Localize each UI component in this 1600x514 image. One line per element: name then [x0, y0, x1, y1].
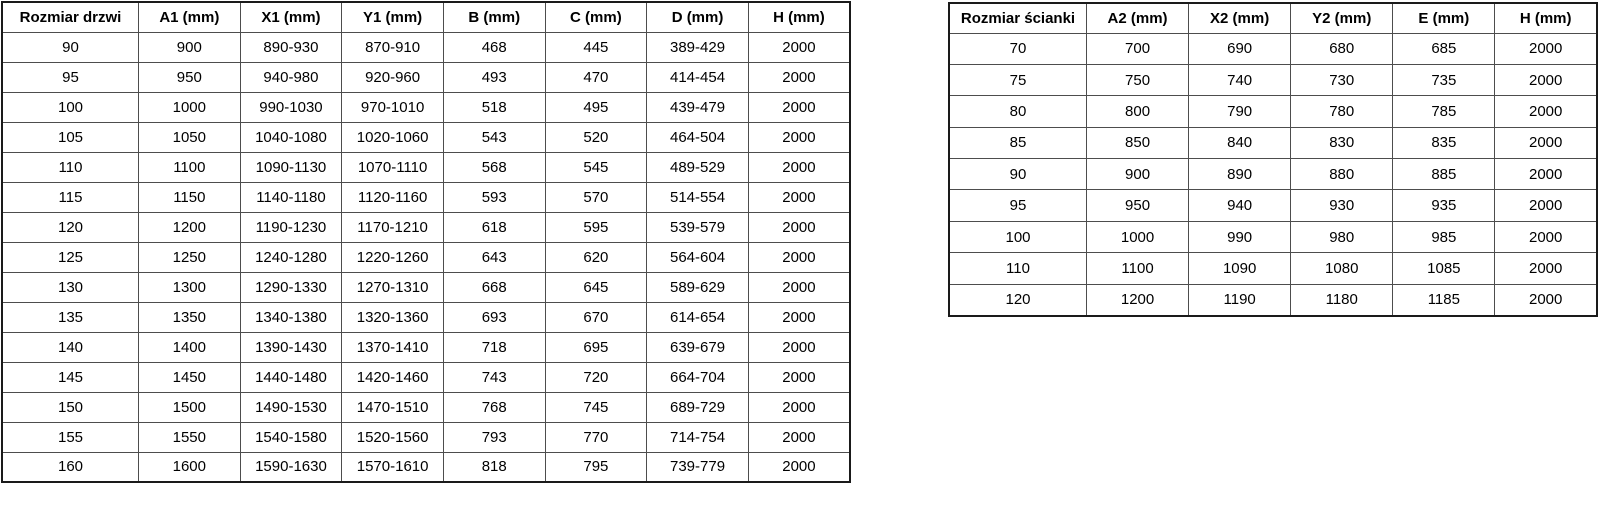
table-cell: 685	[1393, 33, 1495, 64]
table-cell: 543	[443, 122, 545, 152]
table-cell: 1570-1610	[342, 452, 444, 482]
table-cell: 2000	[748, 62, 850, 92]
table-cell: 870-910	[342, 32, 444, 62]
table-cell: 468	[443, 32, 545, 62]
wall-dimensions-table	[948, 2, 1598, 317]
table-cell: 1450	[139, 362, 241, 392]
table-cell: 135	[2, 302, 139, 332]
table-cell: 100	[949, 221, 1087, 252]
table-cell: 95	[2, 62, 139, 92]
table-cell: 493	[443, 62, 545, 92]
table-cell: 120	[2, 212, 139, 242]
table-cell: 2000	[1495, 96, 1597, 127]
table-cell: 739-779	[647, 452, 749, 482]
table-cell: 595	[545, 212, 647, 242]
table-cell: 990-1030	[240, 92, 342, 122]
column-header: Y2 (mm)	[1291, 3, 1393, 33]
table-cell: 940-980	[240, 62, 342, 92]
table-cell: 743	[443, 362, 545, 392]
table-cell: 795	[545, 452, 647, 482]
table-cell: 2000	[748, 92, 850, 122]
table-row	[2, 182, 850, 212]
table-cell: 930	[1291, 190, 1393, 221]
table-cell: 689-729	[647, 392, 749, 422]
table-cell: 1320-1360	[342, 302, 444, 332]
table-row	[949, 96, 1597, 127]
table-cell: 75	[949, 64, 1087, 95]
table-cell: 593	[443, 182, 545, 212]
table-cell: 1200	[139, 212, 241, 242]
table-cell: 1520-1560	[342, 422, 444, 452]
table-cell: 835	[1393, 127, 1495, 158]
table-cell: 389-429	[647, 32, 749, 62]
column-header: Rozmiar drzwi	[2, 2, 139, 32]
table-cell: 1500	[139, 392, 241, 422]
table-row	[949, 190, 1597, 221]
table-cell: 115	[2, 182, 139, 212]
table-cell: 95	[949, 190, 1087, 221]
table-cell: 700	[1087, 33, 1189, 64]
table-cell: 1170-1210	[342, 212, 444, 242]
table-cell: 1090	[1189, 253, 1291, 284]
column-header: B (mm)	[443, 2, 545, 32]
table-cell: 464-504	[647, 122, 749, 152]
table-cell: 130	[2, 272, 139, 302]
table-cell: 920-960	[342, 62, 444, 92]
table-row	[949, 33, 1597, 64]
table-cell: 793	[443, 422, 545, 452]
header-row	[949, 3, 1597, 33]
table-cell: 1120-1160	[342, 182, 444, 212]
table-cell: 105	[2, 122, 139, 152]
table-cell: 100	[2, 92, 139, 122]
table-cell: 570	[545, 182, 647, 212]
table-cell: 745	[545, 392, 647, 422]
table-cell: 1150	[139, 182, 241, 212]
table-cell: 1550	[139, 422, 241, 452]
table-cell: 940	[1189, 190, 1291, 221]
table-cell: 880	[1291, 159, 1393, 190]
table-cell: 1590-1630	[240, 452, 342, 482]
table-cell: 545	[545, 152, 647, 182]
table-cell: 950	[1087, 190, 1189, 221]
table-cell: 518	[443, 92, 545, 122]
door-dimensions-table	[1, 1, 851, 483]
table-cell: 830	[1291, 127, 1393, 158]
table-cell: 90	[2, 32, 139, 62]
table-cell: 2000	[748, 272, 850, 302]
table-cell: 668	[443, 272, 545, 302]
table-row	[2, 272, 850, 302]
table-cell: 2000	[1495, 253, 1597, 284]
table-cell: 70	[949, 33, 1087, 64]
table-cell: 160	[2, 452, 139, 482]
table-cell: 639-679	[647, 332, 749, 362]
table-cell: 1190-1230	[240, 212, 342, 242]
table-cell: 155	[2, 422, 139, 452]
table-cell: 714-754	[647, 422, 749, 452]
table-cell: 790	[1189, 96, 1291, 127]
table-cell: 2000	[1495, 127, 1597, 158]
table-row	[2, 302, 850, 332]
table-cell: 985	[1393, 221, 1495, 252]
table-cell: 664-704	[647, 362, 749, 392]
table-cell: 1340-1380	[240, 302, 342, 332]
table-cell: 145	[2, 362, 139, 392]
table-cell: 1100	[139, 152, 241, 182]
table-cell: 2000	[748, 122, 850, 152]
table-row	[2, 212, 850, 242]
table-row	[2, 452, 850, 482]
table-cell: 1440-1480	[240, 362, 342, 392]
table-cell: 445	[545, 32, 647, 62]
table-cell: 800	[1087, 96, 1189, 127]
table-cell: 890	[1189, 159, 1291, 190]
table-cell: 2000	[748, 32, 850, 62]
table-cell: 1390-1430	[240, 332, 342, 362]
table-row	[2, 392, 850, 422]
table-cell: 514-554	[647, 182, 749, 212]
table-cell: 818	[443, 452, 545, 482]
table-cell: 2000	[1495, 190, 1597, 221]
table-cell: 1600	[139, 452, 241, 482]
table-cell: 620	[545, 242, 647, 272]
column-header: A1 (mm)	[139, 2, 241, 32]
table-cell: 1270-1310	[342, 272, 444, 302]
table-cell: 730	[1291, 64, 1393, 95]
table-row	[949, 64, 1597, 95]
table-cell: 645	[545, 272, 647, 302]
table-cell: 720	[545, 362, 647, 392]
table-cell: 1370-1410	[342, 332, 444, 362]
table-cell: 770	[545, 422, 647, 452]
table-row	[2, 242, 850, 272]
table-row	[2, 362, 850, 392]
table-cell: 643	[443, 242, 545, 272]
column-header: D (mm)	[647, 2, 749, 32]
table-cell: 2000	[748, 182, 850, 212]
table-cell: 735	[1393, 64, 1495, 95]
table-cell: 2000	[748, 362, 850, 392]
table-cell: 2000	[1495, 33, 1597, 64]
table-cell: 2000	[748, 212, 850, 242]
table-cell: 414-454	[647, 62, 749, 92]
table-cell: 140	[2, 332, 139, 362]
column-header: E (mm)	[1393, 3, 1495, 33]
table-cell: 150	[2, 392, 139, 422]
table-cell: 1000	[1087, 221, 1189, 252]
column-header: H (mm)	[1495, 3, 1597, 33]
table-cell: 2000	[748, 242, 850, 272]
table-row	[2, 92, 850, 122]
table-cell: 2000	[748, 392, 850, 422]
table-cell: 1400	[139, 332, 241, 362]
table-cell: 785	[1393, 96, 1495, 127]
table-cell: 2000	[748, 422, 850, 452]
table-cell: 768	[443, 392, 545, 422]
table-cell: 1100	[1087, 253, 1189, 284]
table-cell: 1290-1330	[240, 272, 342, 302]
table-cell: 1190	[1189, 284, 1291, 315]
table-cell: 614-654	[647, 302, 749, 332]
table-cell: 125	[2, 242, 139, 272]
table-cell: 1540-1580	[240, 422, 342, 452]
table-row	[2, 62, 850, 92]
table-cell: 1240-1280	[240, 242, 342, 272]
table-cell: 1080	[1291, 253, 1393, 284]
table-cell: 2000	[1495, 64, 1597, 95]
table-cell: 1200	[1087, 284, 1189, 315]
table-cell: 589-629	[647, 272, 749, 302]
table-cell: 520	[545, 122, 647, 152]
table-cell: 618	[443, 212, 545, 242]
table-cell: 950	[139, 62, 241, 92]
table-cell: 850	[1087, 127, 1189, 158]
table-cell: 2000	[1495, 284, 1597, 315]
table-cell: 1490-1530	[240, 392, 342, 422]
table-cell: 780	[1291, 96, 1393, 127]
table-cell: 1020-1060	[342, 122, 444, 152]
table-cell: 110	[2, 152, 139, 182]
table-cell: 80	[949, 96, 1087, 127]
table-cell: 1090-1130	[240, 152, 342, 182]
table-cell: 439-479	[647, 92, 749, 122]
table-cell: 2000	[1495, 159, 1597, 190]
table-cell: 1185	[1393, 284, 1495, 315]
table-row	[949, 253, 1597, 284]
table-row	[2, 32, 850, 62]
column-header: C (mm)	[545, 2, 647, 32]
table-cell: 2000	[748, 152, 850, 182]
table-cell: 568	[443, 152, 545, 182]
table-cell: 900	[139, 32, 241, 62]
table-cell: 489-529	[647, 152, 749, 182]
table-cell: 1300	[139, 272, 241, 302]
table-cell: 120	[949, 284, 1087, 315]
table-cell: 1180	[1291, 284, 1393, 315]
table-cell: 110	[949, 253, 1087, 284]
table-row	[2, 152, 850, 182]
table-row	[2, 122, 850, 152]
table-cell: 740	[1189, 64, 1291, 95]
table-row	[2, 422, 850, 452]
table-cell: 1420-1460	[342, 362, 444, 392]
table-cell: 2000	[748, 302, 850, 332]
table-cell: 1250	[139, 242, 241, 272]
table-cell: 935	[1393, 190, 1495, 221]
header-row	[2, 2, 850, 32]
table-cell: 695	[545, 332, 647, 362]
table-cell: 470	[545, 62, 647, 92]
column-header: X2 (mm)	[1189, 3, 1291, 33]
table-cell: 2000	[1495, 221, 1597, 252]
table-cell: 495	[545, 92, 647, 122]
table-cell: 690	[1189, 33, 1291, 64]
table-cell: 1000	[139, 92, 241, 122]
table-cell: 1070-1110	[342, 152, 444, 182]
table-row	[949, 221, 1597, 252]
table-cell: 1350	[139, 302, 241, 332]
table-cell: 980	[1291, 221, 1393, 252]
table-cell: 693	[443, 302, 545, 332]
column-header: Y1 (mm)	[342, 2, 444, 32]
table-cell: 1140-1180	[240, 182, 342, 212]
table-cell: 1220-1260	[342, 242, 444, 272]
table-row	[949, 159, 1597, 190]
table-cell: 2000	[748, 332, 850, 362]
table-cell: 85	[949, 127, 1087, 158]
table-row	[2, 332, 850, 362]
table-cell: 670	[545, 302, 647, 332]
column-header: Rozmiar ścianki	[949, 3, 1087, 33]
table-row	[949, 127, 1597, 158]
table-cell: 840	[1189, 127, 1291, 158]
column-header: H (mm)	[748, 2, 850, 32]
table-cell: 564-604	[647, 242, 749, 272]
table-cell: 1085	[1393, 253, 1495, 284]
table-cell: 885	[1393, 159, 1495, 190]
table-cell: 2000	[748, 452, 850, 482]
table-cell: 990	[1189, 221, 1291, 252]
table-cell: 890-930	[240, 32, 342, 62]
table-cell: 1040-1080	[240, 122, 342, 152]
table-cell: 718	[443, 332, 545, 362]
table-cell: 1470-1510	[342, 392, 444, 422]
column-header: X1 (mm)	[240, 2, 342, 32]
table-cell: 970-1010	[342, 92, 444, 122]
table-cell: 90	[949, 159, 1087, 190]
table-cell: 900	[1087, 159, 1189, 190]
table-row	[949, 284, 1597, 315]
table-cell: 1050	[139, 122, 241, 152]
table-cell: 680	[1291, 33, 1393, 64]
table-cell: 539-579	[647, 212, 749, 242]
table-cell: 750	[1087, 64, 1189, 95]
column-header: A2 (mm)	[1087, 3, 1189, 33]
